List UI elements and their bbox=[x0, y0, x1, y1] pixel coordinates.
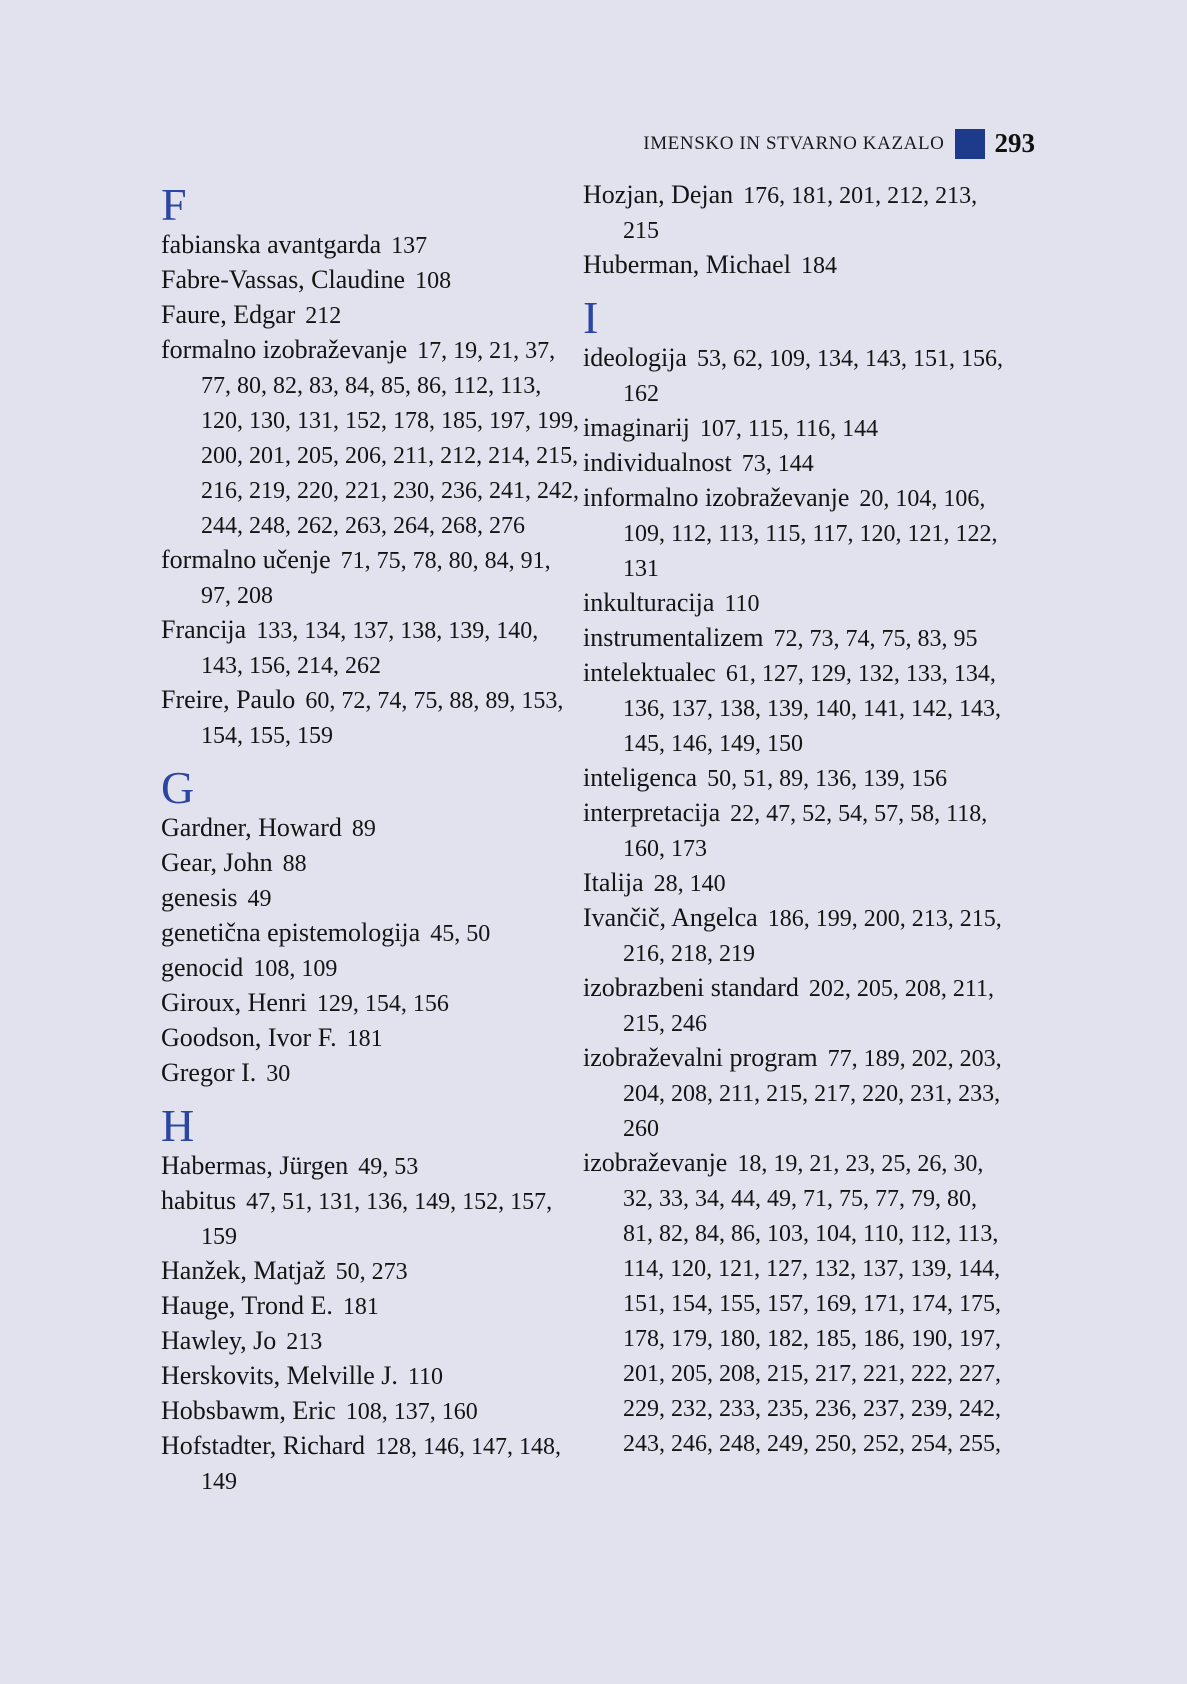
index-term: ideologija bbox=[583, 343, 687, 372]
index-term: Herskovits, Melville J. bbox=[161, 1361, 398, 1390]
header-square-ornament bbox=[955, 129, 985, 159]
index-pages: 50, 51, 89, 136, 139, 156 bbox=[707, 766, 948, 792]
index-section bbox=[161, 1100, 581, 1499]
section-letter: G bbox=[161, 762, 195, 813]
section-letter: I bbox=[583, 292, 599, 343]
index-term: genocid bbox=[161, 953, 244, 982]
index-pages: 47, 51, 131, 136, 149, 152, 157, 159 bbox=[201, 1189, 553, 1250]
index-entry bbox=[583, 656, 1003, 761]
section-letter: F bbox=[161, 179, 187, 230]
index-term: formalno učenje bbox=[161, 545, 331, 574]
index-entry bbox=[161, 986, 581, 1021]
index-pages: 30 bbox=[266, 1061, 291, 1087]
index-pages: 184 bbox=[800, 253, 837, 279]
index-entry bbox=[161, 298, 581, 333]
index-pages: 108, 137, 160 bbox=[345, 1399, 478, 1425]
index-term: interpretacija bbox=[583, 798, 721, 827]
index-term: Hauge, Trond E. bbox=[161, 1291, 333, 1320]
index-pages: 18, 19, 21, 23, 25, 26, 30, 32, 33, 34, 44, 49, 71, 75, 77, 79, 80, 81, 82, 84, 86, 103, 104, 110, 112, 113, 114, 120, 121, 127, 132, 137, 139, 144, 151, 154, 155, 157, 169, 171, 174, 175, 178, 179, 180, 182, 185, 186, 190, 197, 201, 205, 208, 215, 217, 221, 222, 227, 229, 232, 233, 235, 236, 237, 239, 242, 243, 246, 248, 249, 250, 252, 254, 255, bbox=[623, 1151, 1001, 1457]
index-entry bbox=[161, 916, 581, 951]
index-term: Francija bbox=[161, 615, 247, 644]
index-entry bbox=[161, 228, 581, 263]
index-entry bbox=[583, 341, 1003, 411]
index-entry bbox=[583, 796, 1003, 866]
index-entry bbox=[583, 446, 1003, 481]
index-entry bbox=[161, 1324, 581, 1359]
index-pages: 108, 109 bbox=[253, 956, 338, 982]
header-title: IMENSKO IN STVARNO KAZALO bbox=[643, 132, 945, 154]
index-pages: 212 bbox=[305, 303, 342, 329]
index-term: Gregor I. bbox=[161, 1058, 257, 1087]
index-section bbox=[583, 292, 1003, 1461]
index-pages: 28, 140 bbox=[653, 871, 726, 897]
index-term: Hanžek, Matjaž bbox=[161, 1256, 326, 1285]
index-entry bbox=[583, 411, 1003, 446]
index-term: izobraževalni program bbox=[583, 1043, 818, 1072]
index-entry bbox=[161, 1149, 581, 1184]
index-term: Gear, John bbox=[161, 848, 273, 877]
index-pages: 89 bbox=[351, 816, 376, 842]
index-pages: 45, 50 bbox=[430, 921, 491, 947]
index-pages: 60, 72, 74, 75, 88, 89, 153, 154, 155, 159 bbox=[201, 688, 564, 749]
index-column-right bbox=[583, 178, 1003, 1473]
index-entry bbox=[161, 1021, 581, 1056]
index-term: imaginarij bbox=[583, 413, 690, 442]
index-pages: 20, 104, 106, 109, 112, 113, 115, 117, 120, 121, 122, 131 bbox=[623, 486, 998, 582]
index-entry bbox=[161, 1289, 581, 1324]
index-pages: 108 bbox=[415, 268, 452, 294]
index-entry bbox=[161, 881, 581, 916]
index-term: fabianska avantgarda bbox=[161, 230, 382, 259]
index-pages: 22, 47, 52, 54, 57, 58, 118, 160, 173 bbox=[623, 801, 988, 862]
index-section bbox=[161, 179, 581, 753]
index-term: izobrazbeni standard bbox=[583, 973, 799, 1002]
index-entry bbox=[583, 586, 1003, 621]
index-pages: 49, 53 bbox=[358, 1154, 419, 1180]
index-term: Gardner, Howard bbox=[161, 813, 342, 842]
index-entry bbox=[583, 178, 1003, 248]
index-pages: 61, 127, 129, 132, 133, 134, 136, 137, 138, 139, 140, 141, 142, 143, 145, 146, 149, 150 bbox=[623, 661, 1001, 757]
index-pages: 137 bbox=[391, 233, 428, 259]
page-number: 293 bbox=[994, 128, 1035, 158]
index-pages: 181 bbox=[342, 1294, 379, 1320]
index-term: Fabre-Vassas, Claudine bbox=[161, 265, 406, 294]
index-term: instrumentalizem bbox=[583, 623, 764, 652]
index-entry bbox=[161, 333, 581, 543]
index-pages: 50, 273 bbox=[335, 1259, 408, 1285]
index-entry bbox=[161, 1359, 581, 1394]
index-pages: 107, 115, 116, 144 bbox=[699, 416, 879, 442]
index-term: Hobsbawm, Eric bbox=[161, 1396, 336, 1425]
index-term: habitus bbox=[161, 1186, 237, 1215]
index-entry bbox=[161, 811, 581, 846]
index-term: Huberman, Michael bbox=[583, 250, 791, 279]
index-pages: 110 bbox=[724, 591, 760, 617]
index-entry bbox=[583, 248, 1003, 283]
index-pages: 133, 134, 137, 138, 139, 140, 143, 156, 214, 262 bbox=[201, 618, 539, 679]
index-term: Freire, Paulo bbox=[161, 685, 296, 714]
index-term: informalno izobraževanje bbox=[583, 483, 850, 512]
index-entry bbox=[161, 613, 581, 683]
index-term: genetična epistemologija bbox=[161, 918, 421, 947]
index-term: Hawley, Jo bbox=[161, 1326, 277, 1355]
index-entry bbox=[161, 951, 581, 986]
index-entry bbox=[161, 1184, 581, 1254]
index-entry bbox=[161, 543, 581, 613]
index-entry bbox=[161, 1056, 581, 1091]
index-entry bbox=[583, 866, 1003, 901]
index-term: Hofstadter, Richard bbox=[161, 1431, 366, 1460]
index-entry bbox=[583, 1146, 1003, 1461]
index-entry bbox=[161, 846, 581, 881]
index-entry bbox=[161, 1254, 581, 1289]
index-term: Hozjan, Dejan bbox=[583, 180, 734, 209]
index-term: individualnost bbox=[583, 448, 732, 477]
index-section bbox=[161, 762, 581, 1091]
index-term: Habermas, Jürgen bbox=[161, 1151, 349, 1180]
index-entry bbox=[583, 971, 1003, 1041]
index-entry bbox=[161, 683, 581, 753]
index-pages: 202, 205, 208, 211, 215, 246 bbox=[623, 976, 994, 1037]
index-entry bbox=[583, 621, 1003, 656]
index-entry bbox=[161, 1429, 581, 1499]
index-entry bbox=[583, 761, 1003, 796]
index-term: genesis bbox=[161, 883, 238, 912]
index-pages: 17, 19, 21, 37, 77, 80, 82, 83, 84, 85, 86, 112, 113, 120, 130, 131, 152, 178, 185, 197, 199, 200, 201, 205, 206, 211, 212, 214, 215, 216, 219, 220, 221, 230, 236, 241, 242, 244, 248, 262, 263, 264, 268, 276 bbox=[201, 338, 579, 539]
index-pages: 71, 75, 78, 80, 84, 91, 97, 208 bbox=[201, 548, 551, 609]
index-term: Faure, Edgar bbox=[161, 300, 296, 329]
index-pages: 73, 144 bbox=[741, 451, 814, 477]
index-term: intelektualec bbox=[583, 658, 716, 687]
index-term: Goodson, Ivor F. bbox=[161, 1023, 337, 1052]
index-entry bbox=[583, 481, 1003, 586]
index-term: Ivančič, Angelca bbox=[583, 903, 758, 932]
index-pages: 72, 73, 74, 75, 83, 95 bbox=[773, 626, 978, 652]
index-entry bbox=[161, 263, 581, 298]
index-pages: 88 bbox=[282, 851, 307, 877]
index-entry bbox=[161, 1394, 581, 1429]
index-column-left bbox=[161, 178, 581, 1511]
index-term: inkulturacija bbox=[583, 588, 715, 617]
index-pages: 49 bbox=[247, 886, 272, 912]
index-pages: 77, 189, 202, 203, 204, 208, 211, 215, 217, 220, 231, 233, 260 bbox=[623, 1046, 1002, 1142]
index-term: formalno izobraževanje bbox=[161, 335, 408, 364]
section-letter: H bbox=[161, 1100, 195, 1151]
index-term: inteligenca bbox=[583, 763, 698, 792]
index-pages: 186, 199, 200, 213, 215, 216, 218, 219 bbox=[623, 906, 1002, 967]
index-term: Italija bbox=[583, 868, 644, 897]
index-pages: 110 bbox=[407, 1364, 443, 1390]
index-pages: 129, 154, 156 bbox=[316, 991, 449, 1017]
index-section bbox=[583, 178, 1003, 283]
index-pages: 213 bbox=[286, 1329, 323, 1355]
index-entry bbox=[583, 901, 1003, 971]
running-header bbox=[643, 128, 1035, 159]
index-term: Giroux, Henri bbox=[161, 988, 307, 1017]
index-pages: 53, 62, 109, 134, 143, 151, 156, 162 bbox=[623, 346, 1003, 407]
index-pages: 128, 146, 147, 148, 149 bbox=[201, 1434, 562, 1495]
index-term: izobraževanje bbox=[583, 1148, 728, 1177]
index-entry bbox=[583, 1041, 1003, 1146]
index-pages: 181 bbox=[346, 1026, 383, 1052]
index-pages: 176, 181, 201, 212, 213, 215 bbox=[623, 183, 978, 244]
